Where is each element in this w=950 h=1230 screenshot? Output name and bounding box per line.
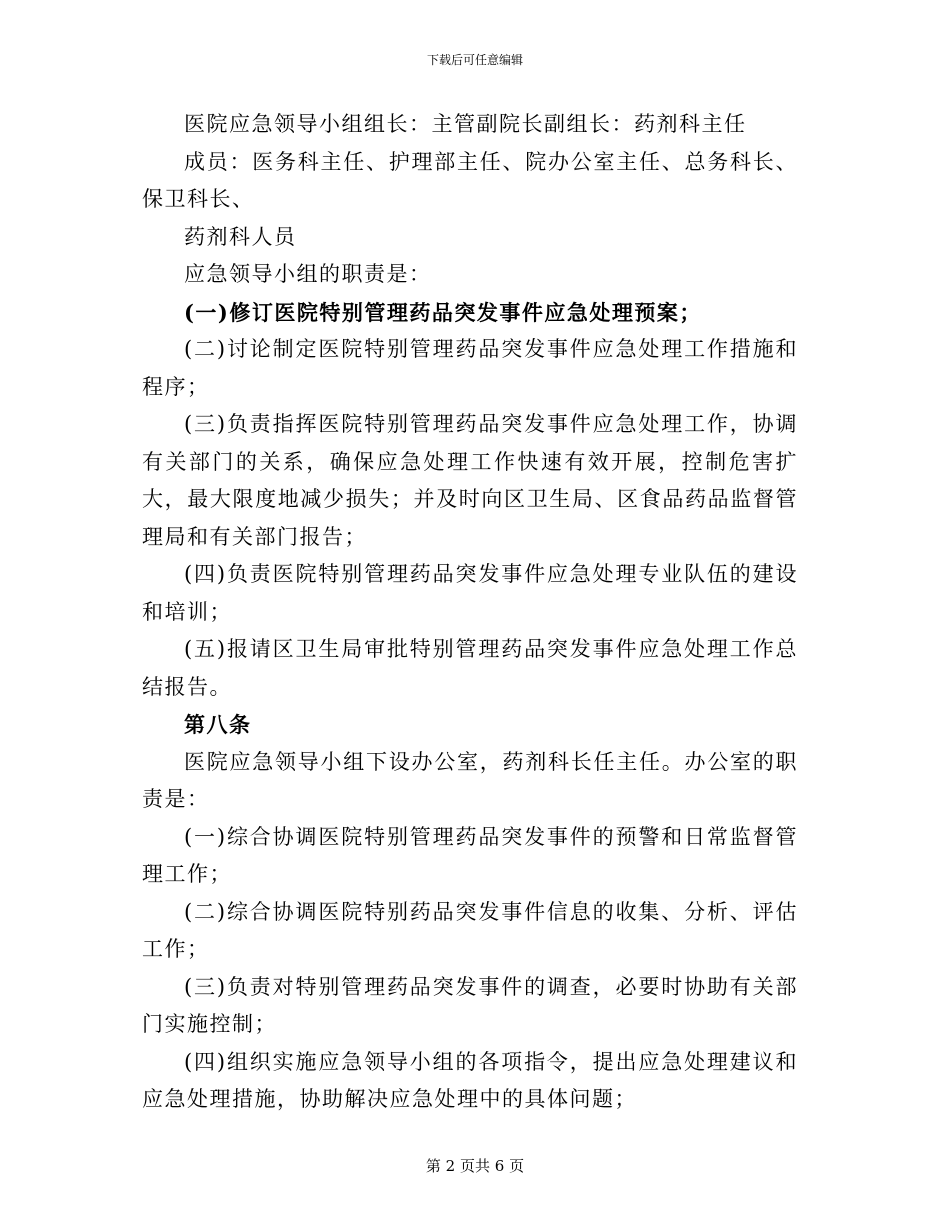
paragraph-office-intro: 医院应急领导小组下设办公室，药剂科长任主任。办公室的职责是： — [142, 749, 798, 811]
article-heading: 第八条 — [184, 712, 252, 737]
paragraph-office-duty-3: (三)负责对特别管理药品突发事件的调查，必要时协助有关部门实施控制； — [142, 974, 798, 1036]
paragraph-pharmacy-staff: 药剂科人员 — [184, 224, 297, 249]
paragraph-office-duty-4: (四)组织实施应急领导小组的各项指令，提出应急处理建议和应急处理措施，协助解决应急处理中的具体问题； — [142, 1049, 798, 1111]
paragraph-duty-2: (二)讨论制定医院特别管理药品突发事件应急处理工作措施和程序； — [142, 337, 798, 399]
paragraph-duty-3: (三)负责指挥医院特别管理药品突发事件应急处理工作，协调有关部门的关系，确保应急处理工作快速有效开展，控制危害扩大，最大限度地减少损失；并及时向区卫生局、区食品药品监督管理局和有关部门报告； — [142, 412, 798, 549]
paragraph-members: 成员：医务科主任、护理部主任、院办公室主任、总务科长、保卫科长、 — [142, 149, 798, 211]
paragraph-office-duty-2: (二)综合协调医院特别药品突发事件信息的收集、分析、评估工作； — [142, 899, 798, 961]
page-header: 下载后可任意编辑 — [426, 53, 523, 67]
page-footer: 第 2 页共 6 页 — [425, 1157, 525, 1175]
paragraph-duty-1: (一)修订医院特别管理药品突发事件应急处理预案； — [184, 299, 702, 325]
paragraph-leadership-group: 医院应急领导小组组长：主管副院长副组长：药剂科主任 — [184, 112, 747, 136]
document-body — [142, 106, 798, 1119]
paragraph-duty-4: (四)负责医院特别管理药品突发事件应急处理专业队伍的建设和培训； — [142, 562, 798, 624]
paragraph-office-duty-1: (一)综合协调医院特别管理药品突发事件的预警和日常监督管理工作； — [142, 824, 798, 886]
paragraph-duties-intro: 应急领导小组的职责是： — [184, 262, 432, 286]
paragraph-duty-5: (五)报请区卫生局审批特别管理药品突发事件应急处理工作总结报告。 — [142, 637, 798, 699]
